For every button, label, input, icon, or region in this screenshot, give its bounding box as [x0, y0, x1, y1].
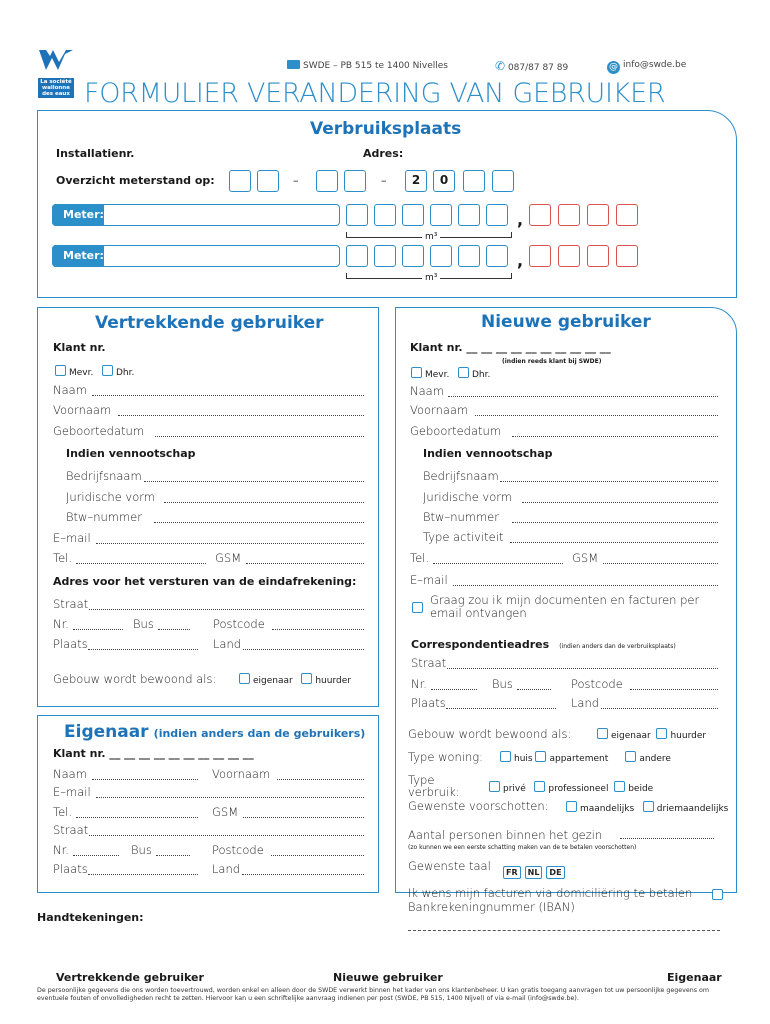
meter-1-digit[interactable] — [402, 204, 424, 226]
vertrekkend-klant-label: Klant nr. — [53, 341, 106, 354]
nieuw-mevr-checkbox[interactable] — [411, 367, 422, 378]
vertrekkend-eigenaar-checkbox[interactable] — [239, 673, 250, 684]
prive-checkbox[interactable] — [489, 781, 500, 792]
nieuw-eigenaar-checkbox[interactable] — [597, 728, 608, 739]
header-address: SWDE – PB 515 te 1400 Nivelles — [287, 60, 448, 71]
nieuw-email-label: E–mail — [410, 573, 448, 587]
vertrekkend-gsm-label: GSM — [215, 551, 242, 565]
vertrekkend-btw-label: Btw–nummer — [66, 510, 142, 524]
nieuw-geboortedatum-label: Geboortedatum — [410, 424, 502, 438]
meter-1-digit[interactable] — [346, 204, 368, 226]
envelope-icon — [287, 60, 300, 69]
page-title: FORMULIER VERANDERING VAN GEBRUIKER — [84, 78, 666, 109]
vertrekkend-bewoond-label: Gebouw wordt bewoond als: — [53, 672, 217, 686]
eigenaar-gsm-field[interactable] — [243, 817, 364, 818]
vertrekkend-juridische-label: Juridische vorm — [66, 490, 156, 504]
date-day-1[interactable] — [229, 170, 251, 192]
vertrekkend-nr-label: Nr. — [53, 617, 69, 631]
meter-2-digit[interactable] — [486, 245, 508, 267]
eigenaar-voornaam-label: Voornaam — [212, 767, 271, 781]
vertrekkend-juridische-field[interactable] — [164, 502, 364, 503]
meter-1-decimal[interactable] — [558, 204, 580, 226]
eigenaar-heading — [64, 722, 365, 742]
nieuw-bewoond-label: Gebouw wordt bewoond als: — [408, 727, 572, 741]
meter-2-digit[interactable] — [374, 245, 396, 267]
nieuw-voornaam-label: Voornaam — [410, 403, 469, 417]
eigenaar-naam-label: Naam — [53, 767, 87, 781]
driemaandelijks-checkbox[interactable] — [643, 801, 654, 812]
vertrekkend-land-label: Land — [213, 637, 242, 651]
domicilie-checkbox[interactable] — [712, 889, 723, 900]
nieuw-klant-note: (indien reeds klant bij SWDE) — [502, 358, 602, 365]
eigenaar-plaats-label: Plaats — [53, 862, 88, 876]
nieuw-dhr-checkbox[interactable] — [458, 367, 469, 378]
appartement-checkbox[interactable] — [535, 751, 546, 762]
maandelijks-checkbox[interactable] — [566, 801, 577, 812]
eigenaar-klant-label: Klant nr. __ __ __ __ __ __ __ __ __ __ — [53, 747, 254, 760]
nieuw-naam-field[interactable] — [448, 396, 718, 397]
eigenaar-nr-field[interactable] — [73, 855, 119, 856]
andere-checkbox[interactable] — [625, 751, 636, 762]
nieuw-bedrijfsnaam-label: Bedrijfsnaam — [423, 469, 499, 483]
type-verbruik-choice: privé professioneel beide — [489, 781, 653, 794]
meter-2-decimal[interactable] — [616, 245, 638, 267]
taal-fr-option[interactable]: FR — [503, 866, 521, 879]
nieuw-activiteit-label: Type activiteit — [423, 530, 504, 544]
nieuw-vennootschap-label: Indien vennootschap — [423, 447, 553, 460]
aantal-personen-label: Aantal personen binnen het gezin — [408, 828, 603, 842]
date-month-1[interactable] — [316, 170, 338, 192]
nieuw-tel-field[interactable] — [433, 563, 563, 564]
meter-1-digit[interactable] — [458, 204, 480, 226]
installatie-label: Installatienr. — [56, 147, 135, 160]
nieuw-klant-label: Klant nr. __ __ __ __ __ __ __ __ __ __ — [410, 341, 611, 354]
header-phone: ✆ 087/87 87 89 — [495, 59, 569, 73]
header-email: @ info@swde.be — [609, 60, 687, 72]
eigenaar-straat-field[interactable] — [89, 835, 364, 836]
eigenaar-gsm-label: GSM — [212, 805, 239, 819]
year-digit-2[interactable]: 0 — [433, 170, 455, 192]
vertrekkend-nr-field[interactable] — [73, 629, 123, 630]
vertrekkend-bedrijfsnaam-field[interactable] — [144, 481, 364, 482]
date-day-2[interactable] — [257, 170, 279, 192]
taal-label: Gewenste taal — [408, 859, 491, 873]
correspondentie-heading — [411, 633, 676, 652]
vertrekkend-mevr-checkbox[interactable] — [55, 365, 66, 376]
beide-checkbox[interactable] — [614, 781, 625, 792]
vertrekkend-btw-field[interactable] — [154, 522, 364, 523]
privacy-notice: De persoonlijke gegevens die ons worden toevertrouwd, worden enkel en alleen door de SWDE verwerkt binnen het kader van ons klantenbeheer. U kan gratis toegang aanvragen tot uw persoonlijke gegevens om eventuele fouten of onvolledigheden recht te zetten. Hiervoor kan u een schriftelijke aanvraag indienen per post (SWDE, PB 515, 1400 Nijvel) of via e-mail (info@swde.be). — [37, 987, 710, 1002]
vertrekkend-title-choice: Mevr. Dhr. — [55, 365, 134, 378]
vertrekkend-postcode-label: Postcode — [213, 617, 265, 631]
type-woning-label: Type woning: — [408, 750, 484, 764]
meter-2-comma: , — [517, 251, 524, 270]
adres-label: Adres: — [363, 147, 404, 160]
eigenaar-land-label: Land — [212, 862, 241, 876]
meter-2-decimal[interactable] — [529, 245, 551, 267]
nieuw-nr-field[interactable] — [431, 689, 477, 690]
overzicht-label: Overzicht meterstand op: — [56, 174, 215, 187]
taal-de-option[interactable]: DE — [546, 866, 564, 879]
professioneel-checkbox[interactable] — [534, 781, 545, 792]
eigenaar-postcode-field[interactable] — [271, 855, 364, 856]
vertrekkend-bewoond-choice: eigenaar huurder — [239, 673, 351, 686]
vertrekkend-plaats-label: Plaats — [53, 637, 88, 651]
eigenaar-voornaam-field[interactable] — [277, 779, 364, 780]
nieuw-tel-label: Tel. — [410, 551, 429, 565]
at-icon: @ — [609, 62, 618, 72]
meter-1-digit[interactable] — [430, 204, 452, 226]
voorschotten-choice: maandelijks driemaandelijks — [566, 801, 728, 814]
nieuw-bus-field[interactable] — [517, 689, 551, 690]
nieuw-bewoond-choice: eigenaar huurder — [597, 728, 706, 741]
eigenaar-tel-field[interactable] — [76, 817, 198, 818]
nieuw-geboortedatum-field[interactable] — [512, 436, 718, 437]
meter-2-label: Meter: — [52, 245, 104, 267]
nieuw-email-field[interactable] — [453, 585, 718, 586]
meter-2-digit[interactable] — [402, 245, 424, 267]
nieuw-postcode-field[interactable] — [630, 689, 718, 690]
eigenaar-bus-field[interactable] — [156, 855, 190, 856]
eigenaar-plaats-field[interactable] — [88, 874, 198, 875]
vertrekkend-tel-field[interactable] — [76, 563, 206, 564]
vertrekkend-naam-label: Naam — [53, 383, 87, 397]
vertrekkend-straat-label: Straat — [53, 597, 89, 611]
nieuw-juridische-label: Juridische vorm — [423, 490, 513, 504]
nieuw-postcode-label: Postcode — [571, 677, 623, 691]
nieuw-voornaam-field[interactable] — [475, 415, 718, 416]
taal-nl-option[interactable]: NL — [525, 866, 543, 879]
year-digit-3[interactable] — [463, 170, 485, 192]
vertrekkend-tel-label: Tel. — [53, 551, 72, 565]
logo-text-3: des eaux — [42, 91, 70, 97]
signature-vertrekkend-label: Vertrekkende gebruiker — [56, 971, 204, 984]
nieuw-straat-label: Straat — [411, 656, 447, 670]
nieuw-land-label: Land — [571, 696, 600, 710]
vertrekkend-huurder-checkbox[interactable] — [301, 673, 312, 684]
meter-2-digit[interactable] — [346, 245, 368, 267]
eigenaar-title: Eigenaar — [64, 722, 149, 742]
verbruiksplaats-title: Verbruiksplaats — [310, 119, 462, 139]
nieuw-plaats-field[interactable] — [446, 708, 556, 709]
vertrekkend-geboortedatum-label: Geboortedatum — [53, 424, 145, 438]
nieuw-naam-label: Naam — [410, 384, 444, 398]
eigenaar-land-field[interactable] — [242, 874, 364, 875]
nieuw-land-field[interactable] — [601, 708, 718, 709]
logo-w-icon — [38, 48, 74, 74]
aantal-personen-note: (zo kunnen we een eerste schatting maken van de te betalen voorschotten) — [408, 844, 637, 851]
meter-1-decimal[interactable] — [616, 204, 638, 226]
nieuw-plaats-label: Plaats — [411, 696, 446, 710]
meter-1-decimal[interactable] — [587, 204, 609, 226]
vertrekkend-dhr-checkbox[interactable] — [102, 365, 113, 376]
email-docs-label: Graag zou ik mijn documenten en facturen per email ontvangen — [430, 593, 700, 620]
vertrekkend-bus-field[interactable] — [158, 629, 190, 630]
nieuw-huurder-checkbox[interactable] — [656, 728, 667, 739]
vertrekkend-bedrijfsnaam-label: Bedrijfsnaam — [66, 469, 142, 483]
nieuw-activiteit-field[interactable] — [510, 542, 718, 543]
nieuw-btw-label: Btw–nummer — [423, 510, 499, 524]
nieuw-juridische-field[interactable] — [522, 502, 718, 503]
eigenaar-naam-field[interactable] — [92, 779, 198, 780]
eigenaar-email-field[interactable] — [96, 797, 364, 798]
eigenaar-email-label: E–mail — [53, 785, 91, 799]
eigenaar-bus-label: Bus — [131, 843, 152, 857]
nieuw-nr-label: Nr. — [411, 677, 427, 691]
eigenaar-title-note: (indien anders dan de gebruikers) — [153, 727, 366, 740]
meter-1-decimal[interactable] — [529, 204, 551, 226]
vertrekkend-email-field[interactable] — [96, 543, 364, 544]
meter-1-digit[interactable] — [374, 204, 396, 226]
meter-1-field[interactable] — [52, 204, 340, 226]
date-dash-2: – — [381, 174, 387, 187]
vertrekkend-postcode-field[interactable] — [272, 629, 364, 630]
vertrekkend-voornaam-label: Voornaam — [53, 403, 112, 417]
vertrekkend-voornaam-field[interactable] — [118, 415, 364, 416]
logo-text-2: wallonne — [42, 85, 70, 91]
nieuw-bus-label: Bus — [492, 677, 513, 691]
phone-icon: ✆ — [495, 59, 506, 73]
meter-2-decimal[interactable] — [587, 245, 609, 267]
vertrekkend-email-label: E–mail — [53, 531, 91, 545]
correspondentie-note: (indien anders dan de verbruiksplaats) — [559, 643, 676, 650]
vertrekkend-title: Vertrekkende gebruiker — [95, 313, 324, 333]
aantal-personen-field[interactable] — [620, 838, 714, 839]
eindafrekening-label: Adres voor het versturen van de eindafrekening: — [53, 575, 357, 588]
huis-checkbox[interactable] — [500, 751, 511, 762]
eigenaar-tel-label: Tel. — [53, 805, 72, 819]
type-woning-choice: huis appartement andere — [500, 751, 671, 764]
email-docs-checkbox[interactable] — [412, 602, 423, 613]
eigenaar-straat-label: Straat — [53, 823, 89, 837]
nieuw-title: Nieuwe gebruiker — [481, 312, 651, 332]
meter-1-comma: , — [517, 210, 524, 229]
nieuw-bedrijfsnaam-field[interactable] — [500, 481, 718, 482]
vertrekkend-plaats-field[interactable] — [88, 649, 198, 650]
signature-eigenaar-label: Eigenaar — [667, 971, 722, 984]
swde-logo — [38, 48, 74, 106]
nieuw-straat-field[interactable] — [447, 668, 718, 669]
eigenaar-nr-label: Nr. — [53, 843, 69, 857]
meter-1-unit: m³ — [422, 232, 440, 242]
vertrekkend-vennootschap-label: Indien vennootschap — [66, 447, 196, 460]
date-month-2[interactable] — [344, 170, 366, 192]
nieuw-gsm-label: GSM — [572, 551, 599, 565]
year-digit-1[interactable]: 2 — [405, 170, 427, 192]
nieuw-gsm-field[interactable] — [603, 563, 718, 564]
year-digit-4[interactable] — [492, 170, 514, 192]
meter-2-digit[interactable] — [458, 245, 480, 267]
vertrekkend-gsm-field[interactable] — [246, 563, 364, 564]
vertrekkend-bus-label: Bus — [133, 617, 154, 631]
taal-options — [499, 860, 565, 879]
eigenaar-postcode-label: Postcode — [212, 843, 264, 857]
logo-text-1: La société — [40, 79, 72, 85]
vertrekkend-geboortedatum-field[interactable] — [155, 436, 364, 437]
iban-field[interactable] — [408, 930, 720, 931]
date-dash-1: – — [293, 174, 299, 187]
meter-2-field[interactable] — [52, 245, 340, 267]
meter-1-digit[interactable] — [486, 204, 508, 226]
vertrekkend-naam-field[interactable] — [92, 395, 364, 396]
nieuw-title-choice: Mevr. Dhr. — [411, 367, 490, 380]
voorschotten-label: Gewenste voorschotten: — [408, 799, 549, 813]
nieuw-btw-field[interactable] — [512, 522, 718, 523]
signature-nieuw-label: Nieuwe gebruiker — [333, 971, 443, 984]
correspondentie-label: Correspondentieadres — [411, 638, 550, 651]
vertrekkend-straat-field[interactable] — [89, 609, 364, 610]
meter-2-digit[interactable] — [430, 245, 452, 267]
handtekeningen-label: Handtekeningen: — [37, 911, 144, 924]
meter-2-unit: m³ — [422, 273, 440, 283]
meter-2-decimal[interactable] — [558, 245, 580, 267]
meter-1-label: Meter: — [52, 204, 104, 226]
domicilie-label: Ik wens mijn facturen via domiciliëring te betalen Bankrekeningnummer (IBAN) — [408, 886, 693, 914]
type-verbruik-label: Type verbruik: — [408, 773, 460, 799]
vertrekkend-land-field[interactable] — [243, 649, 364, 650]
